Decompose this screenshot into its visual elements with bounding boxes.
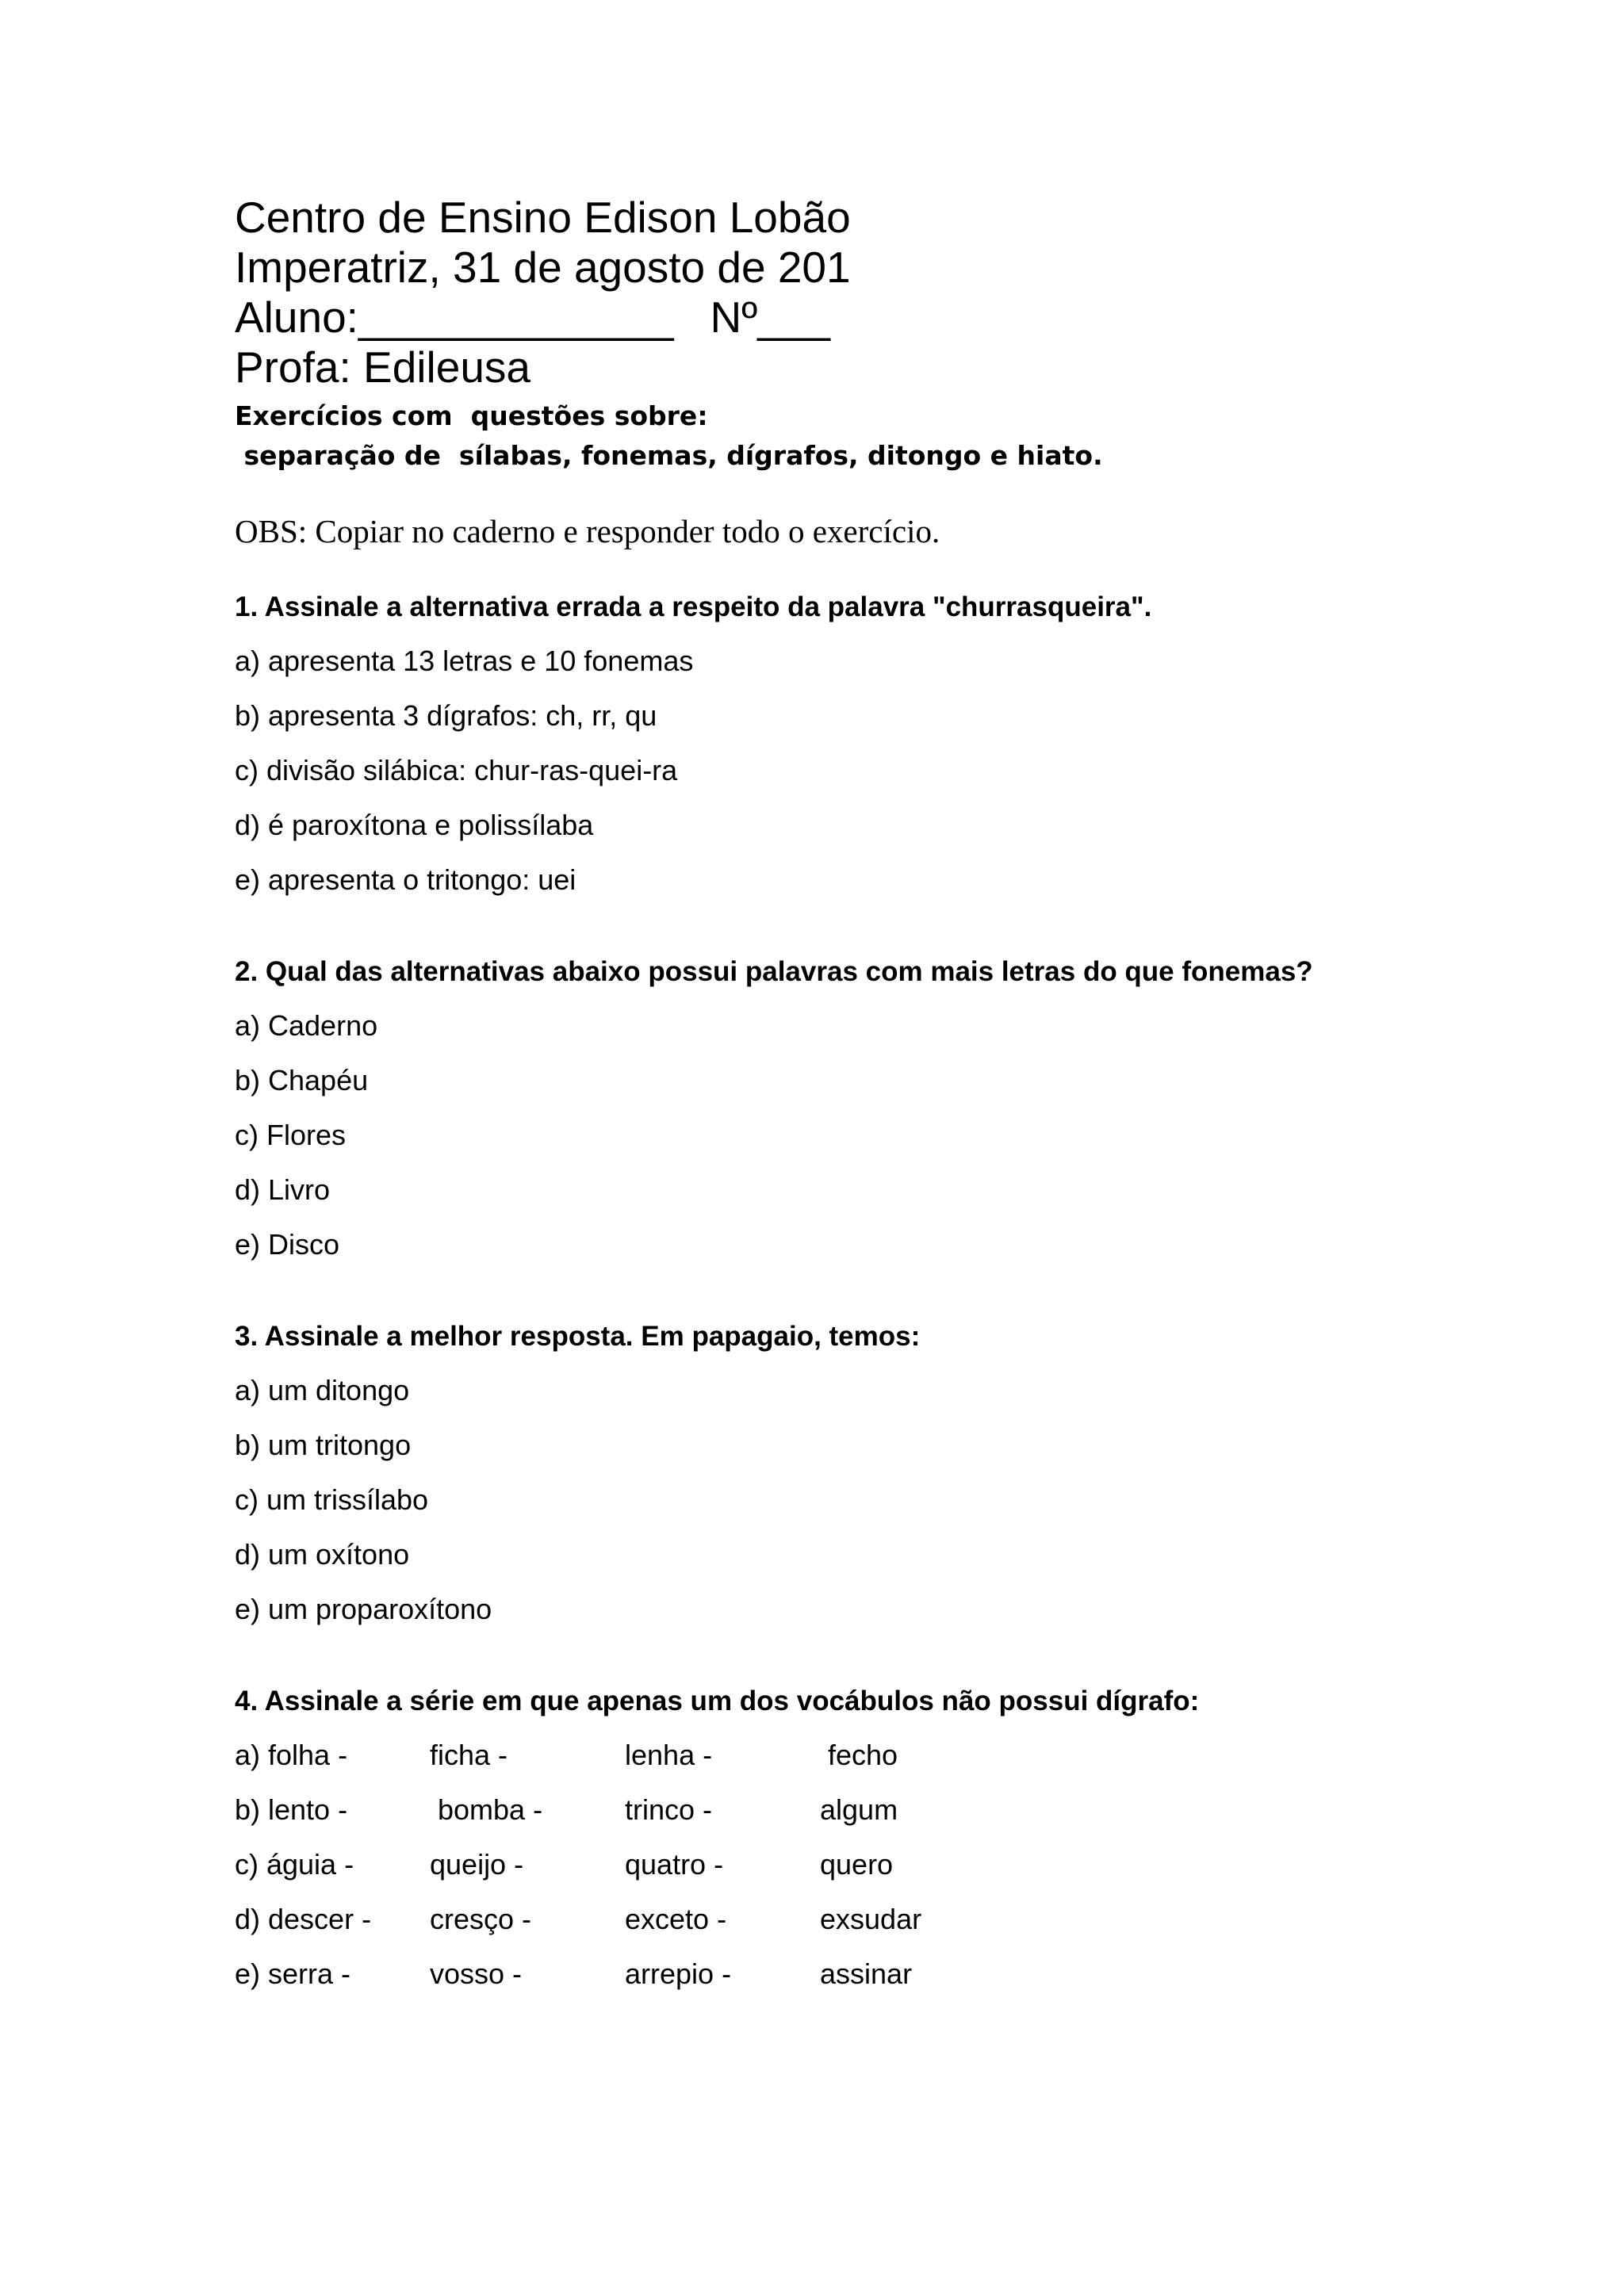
exercise-topic-line-2: separação de sílabas, fonemas, dígrafos, ditongo e hiato.: [235, 440, 1103, 471]
question-3-option-d: d) um oxítono: [235, 1538, 410, 1571]
question-4-row-a-word-2: ficha -: [430, 1739, 508, 1771]
question-2-option-b: b) Chapéu: [235, 1064, 369, 1096]
question-4-row-e-word-2: vosso -: [430, 1957, 523, 1990]
question-1-option-a: a) apresenta 13 letras e 10 fonemas: [235, 645, 694, 677]
question-3-option-a: a) um ditongo: [235, 1374, 410, 1406]
question-4-row-e-word-4: assinar: [820, 1957, 913, 1990]
question-4-row-b-word-4: algum: [820, 1793, 898, 1826]
question-4-prompt: 4. Assinale a série em que apenas um dos vocábulos não possui dígrafo:: [235, 1686, 1200, 1716]
question-4-row-d-word-2: cresço -: [430, 1903, 532, 1935]
question-4-row-c-word-4: quero: [820, 1848, 894, 1881]
question-1-option-b: b) apresenta 3 dígrafos: ch, rr, qu: [235, 699, 657, 732]
question-4-row-c-word-1: c) águia -: [235, 1848, 354, 1881]
question-4-row-a-word-4: fecho: [820, 1739, 898, 1771]
place-date: Imperatriz, 31 de agosto de 201: [235, 243, 851, 292]
question-1-option-d: d) é paroxítona e polissílaba: [235, 809, 594, 841]
question-4-row-d-word-3: exceto -: [625, 1903, 727, 1935]
question-4-row-e-word-3: arrepio -: [625, 1957, 732, 1990]
question-4-row-a-word-3: lenha -: [625, 1739, 713, 1771]
question-1-option-c: c) divisão silábica: chur-ras-quei-ra: [235, 754, 678, 786]
question-4-row-d-word-1: d) descer -: [235, 1903, 372, 1935]
question-2-prompt: 2. Qual das alternativas abaixo possui palavras com mais letras do que fonemas?: [235, 956, 1313, 987]
student-name-line: Aluno:_____________ Nº___: [235, 293, 831, 342]
question-4-row-b-word-2: bomba -: [430, 1793, 543, 1826]
question-2-option-d: d) Livro: [235, 1173, 331, 1206]
question-4-row-c-word-2: queijo -: [430, 1848, 524, 1881]
teacher-name: Profa: Edileusa: [235, 342, 530, 392]
question-1-option-e: e) apresenta o tritongo: uei: [235, 863, 576, 896]
question-4-row-d-word-4: exsudar: [820, 1903, 922, 1935]
question-2-option-a: a) Caderno: [235, 1009, 378, 1042]
question-1-prompt: 1. Assinale a alternativa errada a respeito da palavra "churrasqueira".: [235, 591, 1152, 622]
question-3-option-c: c) um trissílabo: [235, 1483, 429, 1516]
question-4-row-b-word-3: trinco -: [625, 1793, 713, 1826]
question-4-row-e-word-1: e) serra -: [235, 1957, 351, 1990]
question-4-row-c-word-3: quatro -: [625, 1848, 724, 1881]
school-name: Centro de Ensino Edison Lobão: [235, 193, 851, 242]
question-3-prompt: 3. Assinale a melhor resposta. Em papagaio, temos:: [235, 1321, 921, 1352]
obs-instruction: OBS: Copiar no caderno e responder todo o exercício.: [235, 513, 940, 549]
question-4-row-a-word-1: a) folha -: [235, 1739, 348, 1771]
question-2-option-c: c) Flores: [235, 1119, 347, 1151]
question-4-row-b-word-1: b) lento -: [235, 1793, 348, 1826]
exercise-topic-line-1: Exercícios com questões sobre:: [235, 400, 708, 431]
question-3-option-b: b) um tritongo: [235, 1429, 412, 1461]
question-3-option-e: e) um proparoxítono: [235, 1593, 492, 1625]
question-2-option-e: e) Disco: [235, 1228, 340, 1261]
